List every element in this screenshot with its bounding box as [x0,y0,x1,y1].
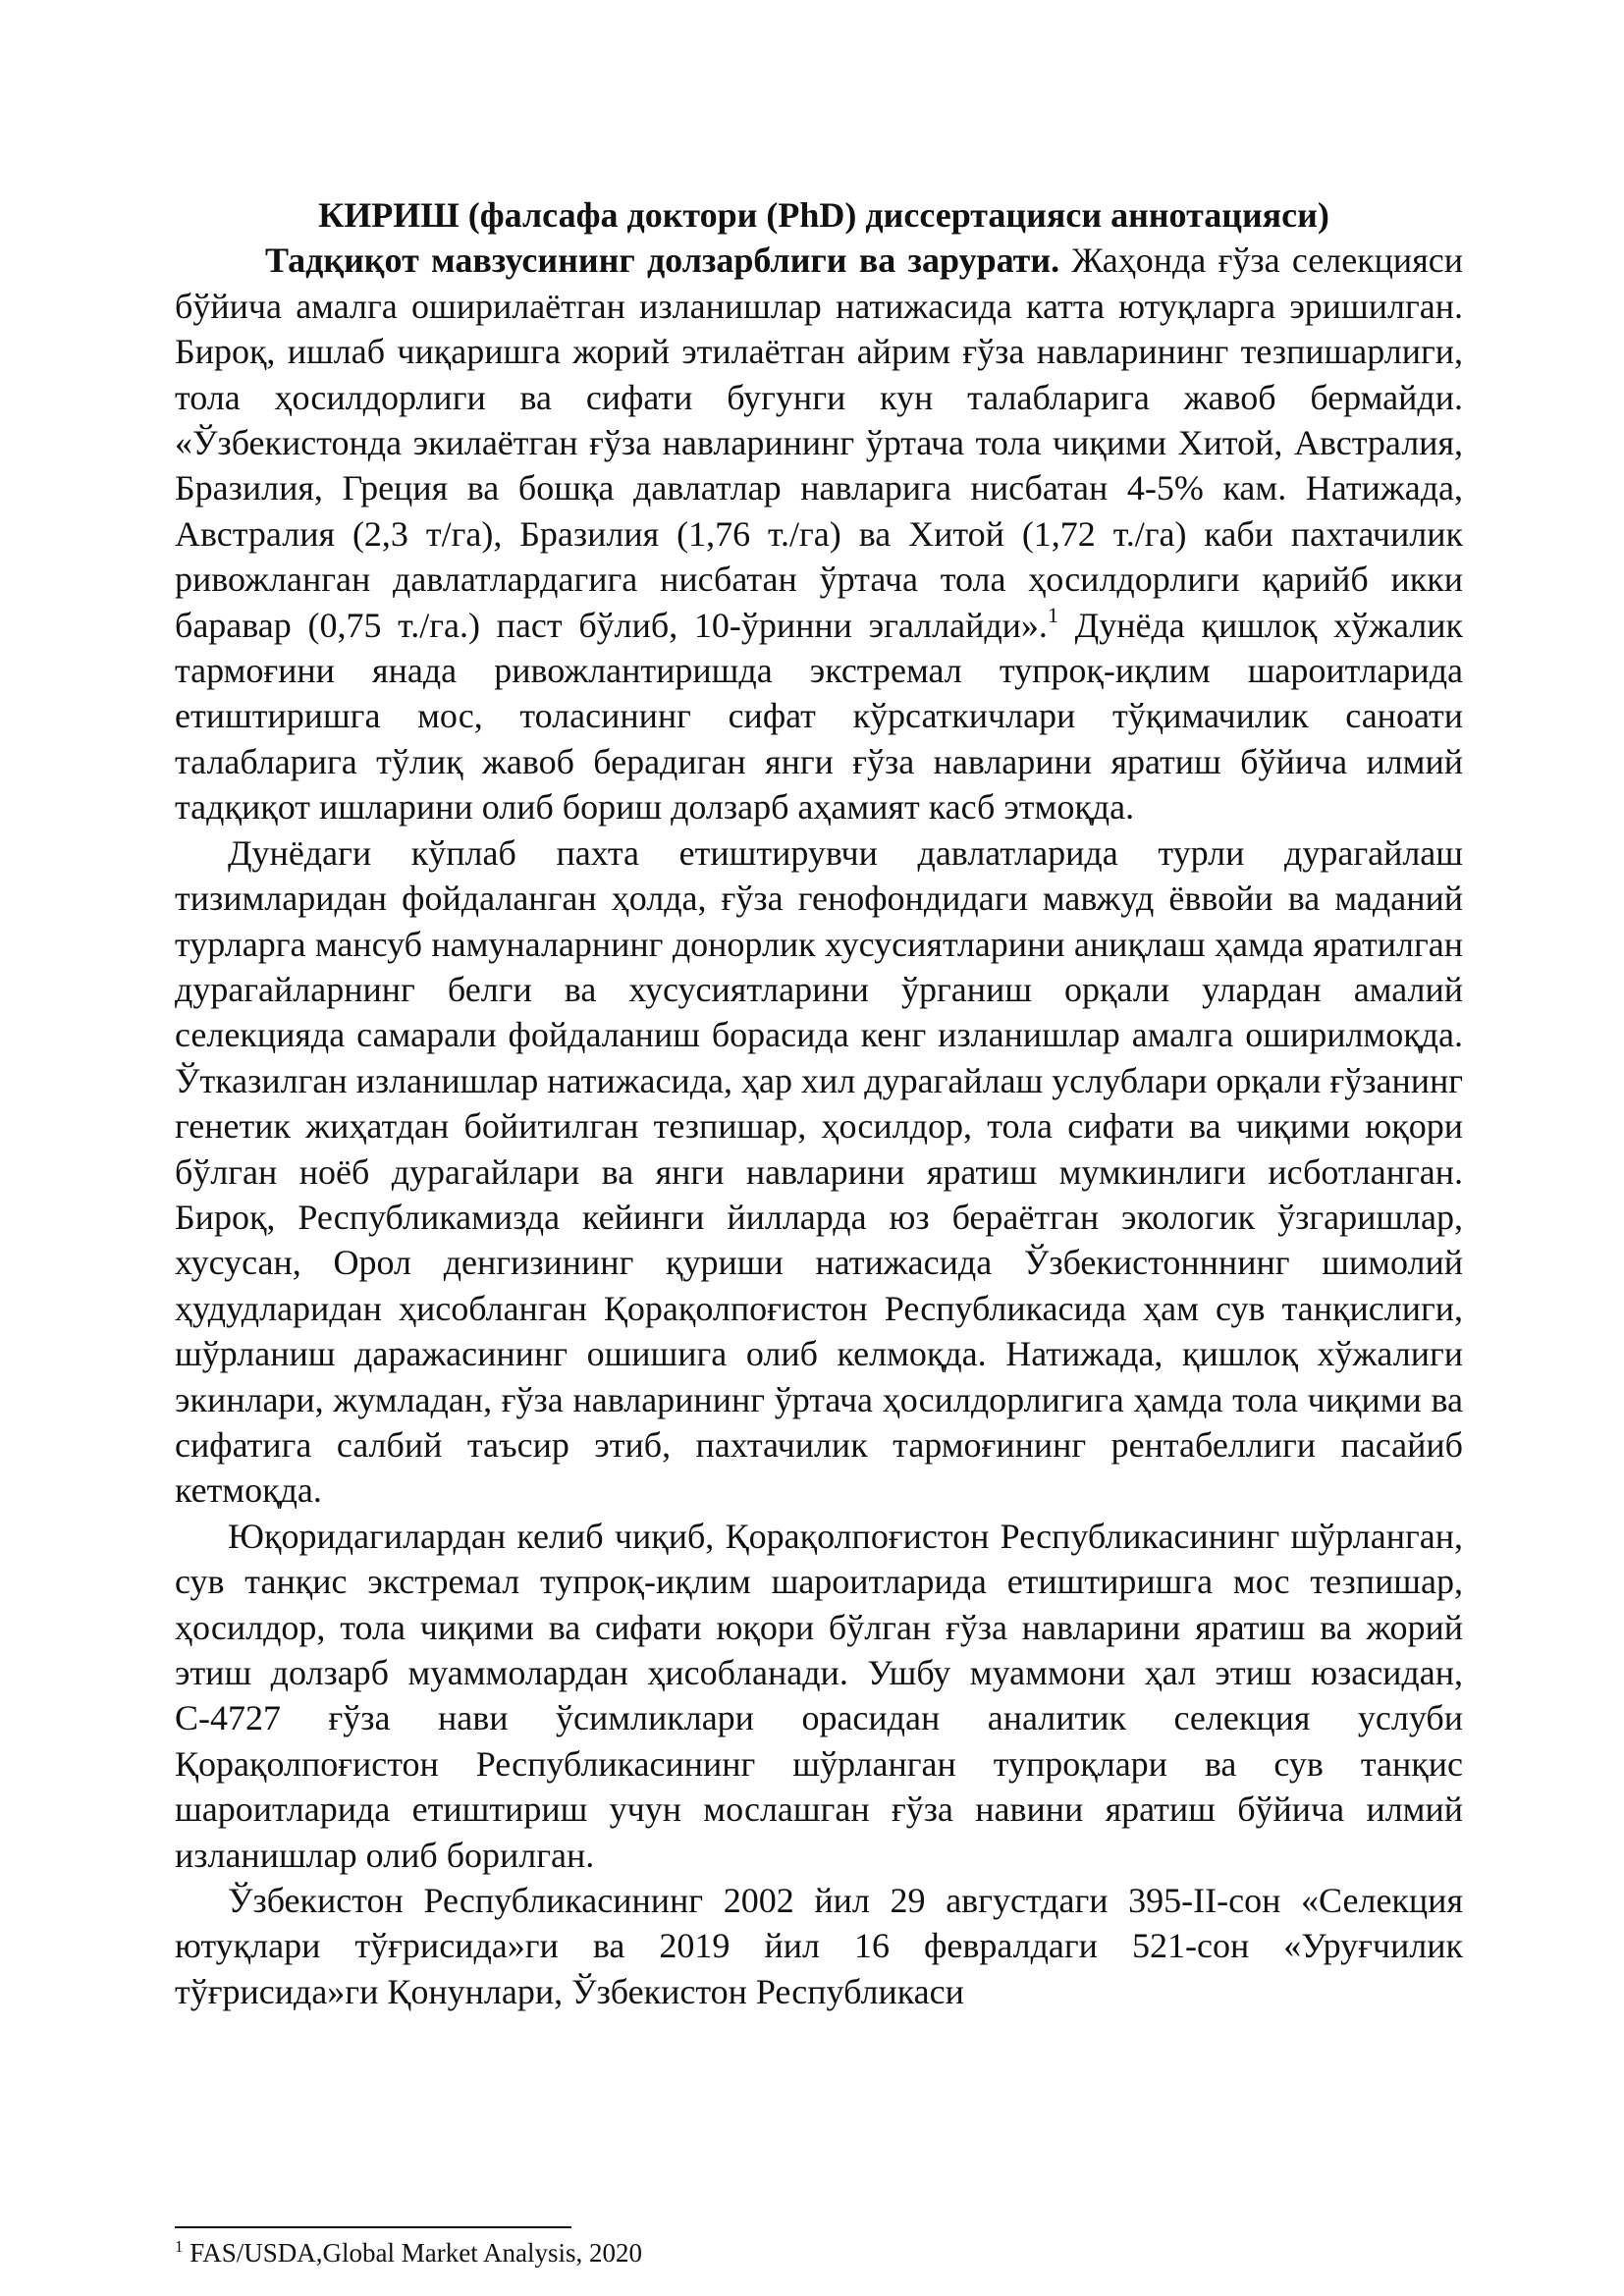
paragraph-text: Жаҳонда ғўза селекцияси бўйича амалга оширилаётган изланишлар натижасида катта ютуқларга эришилган. Бироқ, ишлаб чиқаришга жорий этилаётган айрим ғўза навларининг тезпишарлиги, тола ҳосилдорлиги ва сифати бугунги кун талабларига жавоб бермайди. «Ўзбекистонда экилаётган ғўза навларининг ўртача тола чиқими Хитой, Австралия, Бразилия, Греция ва бошқа давлатлар навларига нисбатан 4-5% кам. Натижада, Австралия (2,3 т/га), Бразилия (1,76 т./га) ва Хитой (1,72 т./га) каби пахтачилик ривожланган давлатлардагига нисбатан ўртача тола ҳосилдорлиги қарийб икки баравар (0,75 т./га.) паст бўлиб, 10-ўринни эгаллайди». [175,240,1464,645]
paragraph-world-research: Дунёдаги кўплаб пахта етиштирувчи давлатларида турли дурагайлаш тизимларидан фойдаланган ҳолда, ғўза генофондидаги мавжуд ёввойи ва маданий турларга мансуб намуналарнинг донорлик хусусиятларини аниқлаш ҳамда яратилган дурагайларнинг белги ва хусусиятларини ўрганиш орқали улардан амалий селекцияда самарали фойдаланиш борасида кенг изланишлар амалга оширилмоқда. Ўтказилган изланишлар натижасида, ҳар хил дурагайлаш услублари орқали ғўзанинг генетик жиҳатдан бойитилган тезпишар, ҳосилдор, тола сифати ва чиқими юқори бўлган ноёб дурагайлари ва янги навларини яратиш мумкинлиги исботланган. Бироқ, Республикамизда кейинги йилларда юз бераётган экологик ўзгаришлар, хусусан, Орол денгизининг қуриши натижасида Ўзбекистонннинг шимолий ҳудудларидан ҳисобланган Қорақолпоғистон Республикасида ҳам сув танқислиги, шўрланиш даражасининг ошишига олиб келмоқда. Натижада, қишлоқ хўжалиги экинлари, жумладан, ғўза навларининг ўртача ҳосилдорлигига ҳамда тола чиқими ва сифатига салбий таъсир этиб, пахтачилик тармоғининг рентабеллиги пасайиб кетмоқда. [175,832,1463,1511]
paragraph-relevance [175,238,1463,829]
section-lead: Тадқиқот мавзусининг долзарблиги ва зарурати. [265,240,1060,281]
footnote-text: FAS/USDA,Global Market Analysis, 2020 [183,2238,643,2268]
footnote [175,2236,642,2269]
document-body [175,192,1463,2014]
paragraph-legislation: Ўзбекистон Республикасининг 2002 йил 29 августдаги 395-II-сон «Селекция ютуқлари тўғрисида»ги ва 2019 йил 16 февралдаги 521-сон «Уруғчилик тўғрисида»ги Қонунлари, Ўзбекистон Республикаси [175,1881,1463,2011]
paragraph-problem: Юқоридагилардан келиб чиқиб, Қорақолпоғистон Республикасининг шўрланган, сув танқис экстремал тупроқ-иқлим шароитларида етиштиришга мос тезпишар, ҳосилдор, тола чиқими ва сифати юқори бўлган ғўза навларини яратиш ва жорий этиш долзарб муаммолардан ҳисобланади. Ушбу муаммони ҳал этиш юзасидан, С-4727 ғўза нави ўсимликлари орасидан аналитик селекция услуби Қорақолпоғистон Республикасининг шўрланган тупроқлари ва сув танқис шароитларида етиштириш учун мослашган ғўза навини яратиш бўйича илмий изланишлар олиб борилган. [175,1516,1463,1875]
footnote-separator [175,2226,571,2228]
footnote-number: 1 [175,2237,184,2256]
footnote-reference[interactable]: 1 [1047,602,1058,627]
paragraph-text-continued: Дунёда қишлоқ хўжалик тармоғини янада ривожлантиришда экстремал тупроқ-иқлим шароитларида етиштиришга мос, толасининг сифат кўрсаткичлари тўқимачилик саноати талабларига тўлиқ жавоб берадиган янги ғўза навларини яратиш бўйича илмий тадқиқот ишларини олиб бориш долзарб аҳамият касб этмоқда. [175,605,1463,828]
page-title: КИРИШ (фалсафа доктори (PhD) диссертацияси аннотацияси) [318,195,1329,235]
